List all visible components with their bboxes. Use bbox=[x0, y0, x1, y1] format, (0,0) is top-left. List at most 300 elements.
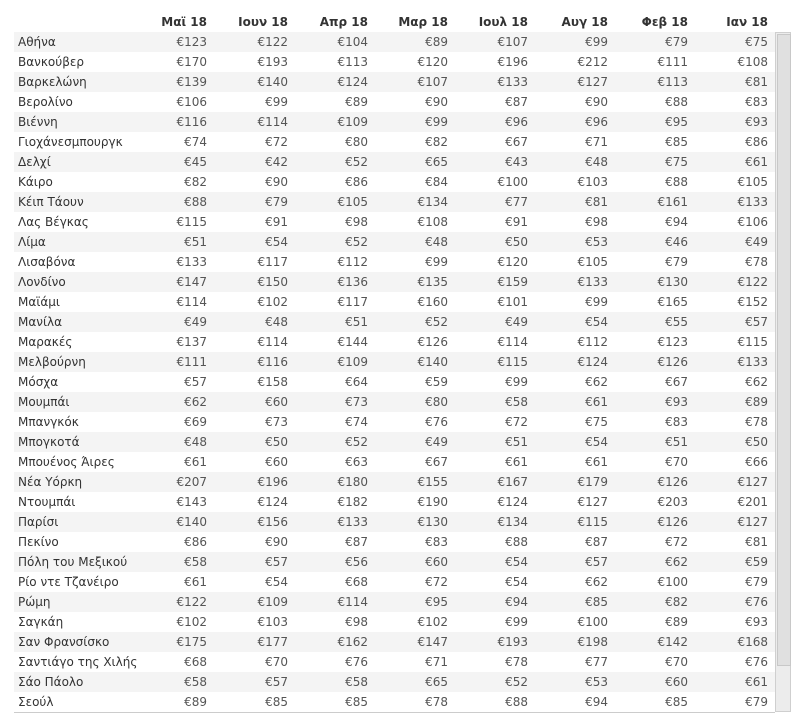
table-cell-price[interactable]: €61 bbox=[585, 395, 608, 409]
table-cell-price[interactable]: €88 bbox=[184, 195, 207, 209]
table-cell-price[interactable]: €106 bbox=[176, 95, 207, 109]
table-row[interactable] bbox=[14, 312, 775, 332]
table-cell-price[interactable]: €177 bbox=[257, 635, 288, 649]
table-cell-price[interactable]: €90 bbox=[425, 95, 448, 109]
table-cell-price[interactable]: €203 bbox=[657, 495, 688, 509]
table-cell-price[interactable]: €108 bbox=[417, 215, 448, 229]
table-cell-price[interactable]: €155 bbox=[417, 475, 448, 489]
table-cell-price[interactable]: €122 bbox=[257, 35, 288, 49]
table-cell-price[interactable]: €193 bbox=[257, 55, 288, 69]
table-cell-price[interactable]: €72 bbox=[425, 575, 448, 589]
table-cell-price[interactable]: €49 bbox=[505, 315, 528, 329]
table-cell-price[interactable]: €67 bbox=[505, 135, 528, 149]
table-cell-price[interactable]: €79 bbox=[265, 195, 288, 209]
table-cell-price[interactable]: €114 bbox=[337, 595, 368, 609]
table-cell-price[interactable]: €96 bbox=[585, 115, 608, 129]
row-label-city[interactable]: Μπουένος Άιρες bbox=[18, 455, 115, 469]
table-cell-price[interactable]: €56 bbox=[345, 555, 368, 569]
table-row[interactable] bbox=[14, 292, 775, 312]
table-cell-price[interactable]: €136 bbox=[337, 275, 368, 289]
row-label-city[interactable]: Νέα Υόρκη bbox=[18, 475, 83, 489]
table-cell-price[interactable]: €99 bbox=[425, 115, 448, 129]
table-cell-price[interactable]: €54 bbox=[505, 575, 528, 589]
table-cell-price[interactable]: €102 bbox=[176, 615, 207, 629]
table-cell-price[interactable]: €116 bbox=[257, 355, 288, 369]
table-cell-price[interactable]: €76 bbox=[745, 655, 768, 669]
table-row[interactable] bbox=[14, 272, 775, 292]
table-cell-price[interactable]: €83 bbox=[745, 95, 768, 109]
table-cell-price[interactable]: €78 bbox=[745, 415, 768, 429]
table-cell-price[interactable]: €130 bbox=[417, 515, 448, 529]
table-cell-price[interactable]: €98 bbox=[345, 615, 368, 629]
table-cell-price[interactable]: €49 bbox=[184, 315, 207, 329]
table-row[interactable] bbox=[14, 512, 775, 532]
table-cell-price[interactable]: €69 bbox=[184, 415, 207, 429]
table-cell-price[interactable]: €81 bbox=[745, 535, 768, 549]
table-cell-price[interactable]: €115 bbox=[497, 355, 528, 369]
table-cell-price[interactable]: €109 bbox=[257, 595, 288, 609]
table-row[interactable] bbox=[14, 612, 775, 632]
table-row[interactable] bbox=[14, 472, 775, 492]
table-cell-price[interactable]: €66 bbox=[745, 455, 768, 469]
table-cell-price[interactable]: €65 bbox=[425, 675, 448, 689]
row-label-city[interactable]: Ρίο ντε Τζανέιρο bbox=[18, 575, 119, 589]
table-cell-price[interactable]: €127 bbox=[737, 475, 768, 489]
table-row[interactable] bbox=[14, 552, 775, 572]
table-cell-price[interactable]: €127 bbox=[577, 495, 608, 509]
table-cell-price[interactable]: €85 bbox=[665, 695, 688, 709]
table-cell-price[interactable]: €95 bbox=[665, 115, 688, 129]
table-row[interactable] bbox=[14, 72, 775, 92]
table-cell-price[interactable]: €140 bbox=[257, 75, 288, 89]
table-cell-price[interactable]: €182 bbox=[337, 495, 368, 509]
row-label-city[interactable]: Σαγκάη bbox=[18, 615, 64, 629]
table-cell-price[interactable]: €98 bbox=[585, 215, 608, 229]
table-cell-price[interactable]: €90 bbox=[265, 535, 288, 549]
table-row[interactable] bbox=[14, 112, 775, 132]
table-cell-price[interactable]: €77 bbox=[585, 655, 608, 669]
table-cell-price[interactable]: €124 bbox=[577, 355, 608, 369]
table-cell-price[interactable]: €68 bbox=[184, 655, 207, 669]
table-cell-price[interactable]: €57 bbox=[265, 555, 288, 569]
row-label-city[interactable]: Μανίλα bbox=[18, 315, 63, 329]
table-cell-price[interactable]: €139 bbox=[176, 75, 207, 89]
row-label-city[interactable]: Σεούλ bbox=[18, 695, 54, 709]
table-cell-price[interactable]: €86 bbox=[184, 535, 207, 549]
table-cell-price[interactable]: €117 bbox=[337, 295, 368, 309]
table-cell-price[interactable]: €74 bbox=[184, 135, 207, 149]
table-cell-price[interactable]: €190 bbox=[417, 495, 448, 509]
table-cell-price[interactable]: €68 bbox=[345, 575, 368, 589]
table-cell-price[interactable]: €74 bbox=[345, 415, 368, 429]
table-cell-price[interactable]: €170 bbox=[176, 55, 207, 69]
table-cell-price[interactable]: €86 bbox=[345, 175, 368, 189]
table-cell-price[interactable]: €78 bbox=[425, 695, 448, 709]
table-cell-price[interactable]: €168 bbox=[737, 635, 768, 649]
table-cell-price[interactable]: €133 bbox=[497, 75, 528, 89]
table-cell-price[interactable]: €82 bbox=[425, 135, 448, 149]
table-cell-price[interactable]: €63 bbox=[345, 455, 368, 469]
table-cell-price[interactable]: €120 bbox=[497, 255, 528, 269]
table-cell-price[interactable]: €51 bbox=[505, 435, 528, 449]
table-cell-price[interactable]: €82 bbox=[184, 175, 207, 189]
table-cell-price[interactable]: €61 bbox=[745, 155, 768, 169]
table-row[interactable] bbox=[14, 532, 775, 552]
row-label-city[interactable]: Μπανγκόκ bbox=[18, 415, 79, 429]
table-cell-price[interactable]: €105 bbox=[337, 195, 368, 209]
table-cell-price[interactable]: €133 bbox=[577, 275, 608, 289]
table-cell-price[interactable]: €95 bbox=[425, 595, 448, 609]
table-cell-price[interactable]: €103 bbox=[577, 175, 608, 189]
table-cell-price[interactable]: €108 bbox=[737, 55, 768, 69]
table-row[interactable] bbox=[14, 492, 775, 512]
table-cell-price[interactable]: €152 bbox=[737, 295, 768, 309]
column-header[interactable]: Μαϊ 18 bbox=[161, 15, 207, 29]
table-cell-price[interactable]: €70 bbox=[265, 655, 288, 669]
table-cell-price[interactable]: €93 bbox=[745, 115, 768, 129]
table-cell-price[interactable]: €196 bbox=[497, 55, 528, 69]
table-cell-price[interactable]: €73 bbox=[265, 415, 288, 429]
table-cell-price[interactable]: €120 bbox=[417, 55, 448, 69]
table-cell-price[interactable]: €117 bbox=[257, 255, 288, 269]
table-row[interactable] bbox=[14, 152, 775, 172]
table-cell-price[interactable]: €94 bbox=[505, 595, 528, 609]
table-cell-price[interactable]: €58 bbox=[184, 555, 207, 569]
table-cell-price[interactable]: €78 bbox=[745, 255, 768, 269]
table-cell-price[interactable]: €87 bbox=[505, 95, 528, 109]
table-cell-price[interactable]: €102 bbox=[417, 615, 448, 629]
row-label-city[interactable]: Μόσχα bbox=[18, 375, 59, 389]
table-cell-price[interactable]: €83 bbox=[425, 535, 448, 549]
table-cell-price[interactable]: €134 bbox=[497, 515, 528, 529]
table-cell-price[interactable]: €104 bbox=[337, 35, 368, 49]
table-cell-price[interactable]: €101 bbox=[497, 295, 528, 309]
table-cell-price[interactable]: €109 bbox=[337, 115, 368, 129]
table-cell-price[interactable]: €198 bbox=[577, 635, 608, 649]
table-cell-price[interactable]: €72 bbox=[265, 135, 288, 149]
table-cell-price[interactable]: €46 bbox=[665, 235, 688, 249]
table-cell-price[interactable]: €57 bbox=[184, 375, 207, 389]
table-cell-price[interactable]: €89 bbox=[345, 95, 368, 109]
table-cell-price[interactable]: €105 bbox=[737, 175, 768, 189]
table-cell-price[interactable]: €115 bbox=[176, 215, 207, 229]
row-label-city[interactable]: Ντουμπάι bbox=[18, 495, 76, 509]
table-row[interactable] bbox=[14, 412, 775, 432]
table-cell-price[interactable]: €99 bbox=[505, 615, 528, 629]
table-cell-price[interactable]: €109 bbox=[337, 355, 368, 369]
table-cell-price[interactable]: €57 bbox=[585, 555, 608, 569]
table-cell-price[interactable]: €93 bbox=[665, 395, 688, 409]
table-cell-price[interactable]: €60 bbox=[665, 675, 688, 689]
table-cell-price[interactable]: €80 bbox=[345, 135, 368, 149]
table-cell-price[interactable]: €54 bbox=[265, 575, 288, 589]
table-cell-price[interactable]: €76 bbox=[425, 415, 448, 429]
table-cell-price[interactable]: €62 bbox=[184, 395, 207, 409]
table-cell-price[interactable]: €144 bbox=[337, 335, 368, 349]
row-label-city[interactable]: Παρίσι bbox=[18, 515, 59, 529]
table-cell-price[interactable]: €60 bbox=[265, 395, 288, 409]
table-cell-price[interactable]: €150 bbox=[257, 275, 288, 289]
table-row[interactable] bbox=[14, 192, 775, 212]
table-cell-price[interactable]: €90 bbox=[265, 175, 288, 189]
table-cell-price[interactable]: €158 bbox=[257, 375, 288, 389]
table-cell-price[interactable]: €123 bbox=[657, 335, 688, 349]
table-cell-price[interactable]: €99 bbox=[505, 375, 528, 389]
table-row[interactable] bbox=[14, 632, 775, 652]
vertical-scrollbar[interactable] bbox=[775, 32, 791, 712]
table-cell-price[interactable]: €113 bbox=[657, 75, 688, 89]
table-cell-price[interactable]: €89 bbox=[425, 35, 448, 49]
table-row[interactable] bbox=[14, 172, 775, 192]
table-cell-price[interactable]: €61 bbox=[184, 455, 207, 469]
table-cell-price[interactable]: €81 bbox=[745, 75, 768, 89]
row-label-city[interactable]: Βιέννη bbox=[18, 115, 58, 129]
table-cell-price[interactable]: €133 bbox=[737, 195, 768, 209]
table-cell-price[interactable]: €99 bbox=[585, 295, 608, 309]
table-cell-price[interactable]: €137 bbox=[176, 335, 207, 349]
table-cell-price[interactable]: €58 bbox=[345, 675, 368, 689]
table-row[interactable] bbox=[14, 672, 775, 692]
row-label-city[interactable]: Δελχί bbox=[18, 155, 51, 169]
column-header[interactable]: Ιουλ 18 bbox=[478, 15, 528, 29]
table-cell-price[interactable]: €122 bbox=[176, 595, 207, 609]
table-cell-price[interactable]: €140 bbox=[176, 515, 207, 529]
table-row[interactable] bbox=[14, 132, 775, 152]
table-cell-price[interactable]: €87 bbox=[345, 535, 368, 549]
table-cell-price[interactable]: €143 bbox=[176, 495, 207, 509]
table-cell-price[interactable]: €93 bbox=[745, 615, 768, 629]
column-header[interactable]: Αυγ 18 bbox=[561, 15, 608, 29]
table-row[interactable] bbox=[14, 592, 775, 612]
table-cell-price[interactable]: €62 bbox=[585, 375, 608, 389]
table-cell-price[interactable]: €114 bbox=[497, 335, 528, 349]
table-cell-price[interactable]: €52 bbox=[345, 235, 368, 249]
table-cell-price[interactable]: €133 bbox=[176, 255, 207, 269]
table-cell-price[interactable]: €94 bbox=[585, 695, 608, 709]
table-cell-price[interactable]: €42 bbox=[265, 155, 288, 169]
scrollbar-thumb[interactable] bbox=[777, 34, 791, 666]
table-cell-price[interactable]: €57 bbox=[745, 315, 768, 329]
table-cell-price[interactable]: €193 bbox=[497, 635, 528, 649]
table-cell-price[interactable]: €107 bbox=[417, 75, 448, 89]
table-cell-price[interactable]: €88 bbox=[505, 695, 528, 709]
table-cell-price[interactable]: €48 bbox=[265, 315, 288, 329]
row-label-city[interactable]: Λας Βέγκας bbox=[18, 215, 89, 229]
table-cell-price[interactable]: €112 bbox=[337, 255, 368, 269]
table-cell-price[interactable]: €57 bbox=[265, 675, 288, 689]
table-cell-price[interactable]: €161 bbox=[657, 195, 688, 209]
table-cell-price[interactable]: €58 bbox=[184, 675, 207, 689]
table-cell-price[interactable]: €72 bbox=[505, 415, 528, 429]
table-cell-price[interactable]: €130 bbox=[657, 275, 688, 289]
table-cell-price[interactable]: €45 bbox=[184, 155, 207, 169]
table-cell-price[interactable]: €124 bbox=[257, 495, 288, 509]
table-cell-price[interactable]: €94 bbox=[665, 215, 688, 229]
table-cell-price[interactable]: €100 bbox=[577, 615, 608, 629]
table-cell-price[interactable]: €61 bbox=[585, 455, 608, 469]
table-cell-price[interactable]: €103 bbox=[257, 615, 288, 629]
table-cell-price[interactable]: €105 bbox=[577, 255, 608, 269]
table-row[interactable] bbox=[14, 92, 775, 112]
table-cell-price[interactable]: €61 bbox=[745, 675, 768, 689]
table-cell-price[interactable]: €48 bbox=[425, 235, 448, 249]
table-cell-price[interactable]: €85 bbox=[665, 135, 688, 149]
table-cell-price[interactable]: €142 bbox=[657, 635, 688, 649]
table-cell-price[interactable]: €114 bbox=[257, 335, 288, 349]
table-cell-price[interactable]: €84 bbox=[425, 175, 448, 189]
table-cell-price[interactable]: €67 bbox=[665, 375, 688, 389]
table-row[interactable] bbox=[14, 332, 775, 352]
table-cell-price[interactable]: €106 bbox=[737, 215, 768, 229]
table-cell-price[interactable]: €48 bbox=[585, 155, 608, 169]
table-cell-price[interactable]: €53 bbox=[585, 235, 608, 249]
table-cell-price[interactable]: €165 bbox=[657, 295, 688, 309]
table-cell-price[interactable]: €51 bbox=[345, 315, 368, 329]
table-cell-price[interactable]: €126 bbox=[657, 355, 688, 369]
table-cell-price[interactable]: €52 bbox=[505, 675, 528, 689]
table-cell-price[interactable]: €58 bbox=[505, 395, 528, 409]
table-cell-price[interactable]: €76 bbox=[345, 655, 368, 669]
table-cell-price[interactable]: €67 bbox=[425, 455, 448, 469]
table-cell-price[interactable]: €78 bbox=[505, 655, 528, 669]
table-cell-price[interactable]: €89 bbox=[745, 395, 768, 409]
table-cell-price[interactable]: €201 bbox=[737, 495, 768, 509]
table-cell-price[interactable]: €64 bbox=[345, 375, 368, 389]
table-cell-price[interactable]: €70 bbox=[665, 455, 688, 469]
table-row[interactable] bbox=[14, 392, 775, 412]
table-cell-price[interactable]: €72 bbox=[665, 535, 688, 549]
table-cell-price[interactable]: €96 bbox=[505, 115, 528, 129]
row-label-city[interactable]: Σάο Πάολο bbox=[18, 675, 84, 689]
table-cell-price[interactable]: €85 bbox=[345, 695, 368, 709]
table-cell-price[interactable]: €111 bbox=[176, 355, 207, 369]
table-cell-price[interactable]: €60 bbox=[265, 455, 288, 469]
table-cell-price[interactable]: €83 bbox=[665, 415, 688, 429]
table-cell-price[interactable]: €62 bbox=[745, 375, 768, 389]
table-cell-price[interactable]: €122 bbox=[737, 275, 768, 289]
column-header[interactable]: Ιαν 18 bbox=[726, 15, 768, 29]
table-cell-price[interactable]: €114 bbox=[176, 295, 207, 309]
table-cell-price[interactable]: €207 bbox=[176, 475, 207, 489]
table-cell-price[interactable]: €179 bbox=[577, 475, 608, 489]
table-cell-price[interactable]: €61 bbox=[505, 455, 528, 469]
table-row[interactable] bbox=[14, 652, 775, 672]
row-label-city[interactable]: Βαρκελώνη bbox=[18, 75, 87, 89]
table-cell-price[interactable]: €75 bbox=[665, 155, 688, 169]
table-cell-price[interactable]: €123 bbox=[176, 35, 207, 49]
table-cell-price[interactable]: €65 bbox=[425, 155, 448, 169]
row-label-city[interactable]: Γιοχάνεσμπουργκ bbox=[18, 135, 123, 149]
table-cell-price[interactable]: €88 bbox=[665, 95, 688, 109]
table-cell-price[interactable]: €160 bbox=[417, 295, 448, 309]
table-cell-price[interactable]: €76 bbox=[745, 595, 768, 609]
table-cell-price[interactable]: €82 bbox=[665, 595, 688, 609]
table-cell-price[interactable]: €100 bbox=[497, 175, 528, 189]
table-cell-price[interactable]: €75 bbox=[745, 35, 768, 49]
table-cell-price[interactable]: €59 bbox=[745, 555, 768, 569]
table-cell-price[interactable]: €80 bbox=[425, 395, 448, 409]
table-cell-price[interactable]: €99 bbox=[585, 35, 608, 49]
table-cell-price[interactable]: €127 bbox=[737, 515, 768, 529]
row-label-city[interactable]: Βανκούβερ bbox=[18, 55, 84, 69]
table-cell-price[interactable]: €61 bbox=[184, 575, 207, 589]
table-row[interactable] bbox=[14, 372, 775, 392]
table-cell-price[interactable]: €62 bbox=[665, 555, 688, 569]
table-cell-price[interactable]: €70 bbox=[665, 655, 688, 669]
table-cell-price[interactable]: €85 bbox=[585, 595, 608, 609]
row-label-city[interactable]: Λισαβόνα bbox=[18, 255, 76, 269]
table-row[interactable] bbox=[14, 52, 775, 72]
table-row[interactable] bbox=[14, 432, 775, 452]
row-label-city[interactable]: Ρώμη bbox=[18, 595, 51, 609]
table-cell-price[interactable]: €100 bbox=[657, 575, 688, 589]
table-cell-price[interactable]: €167 bbox=[497, 475, 528, 489]
table-cell-price[interactable]: €53 bbox=[585, 675, 608, 689]
table-row[interactable] bbox=[14, 32, 775, 52]
table-cell-price[interactable]: €88 bbox=[665, 175, 688, 189]
table-cell-price[interactable]: €52 bbox=[345, 435, 368, 449]
table-cell-price[interactable]: €55 bbox=[665, 315, 688, 329]
row-label-city[interactable]: Λίμα bbox=[18, 235, 46, 249]
table-cell-price[interactable]: €111 bbox=[657, 55, 688, 69]
table-cell-price[interactable]: €134 bbox=[417, 195, 448, 209]
table-cell-price[interactable]: €175 bbox=[176, 635, 207, 649]
table-cell-price[interactable]: €52 bbox=[425, 315, 448, 329]
table-cell-price[interactable]: €91 bbox=[505, 215, 528, 229]
row-label-city[interactable]: Μουμπάι bbox=[18, 395, 70, 409]
table-cell-price[interactable]: €212 bbox=[577, 55, 608, 69]
table-cell-price[interactable]: €89 bbox=[665, 615, 688, 629]
table-cell-price[interactable]: €75 bbox=[585, 415, 608, 429]
table-cell-price[interactable]: €99 bbox=[265, 95, 288, 109]
table-row[interactable] bbox=[14, 692, 775, 712]
table-row[interactable] bbox=[14, 212, 775, 232]
table-row[interactable] bbox=[14, 252, 775, 272]
table-cell-price[interactable]: €133 bbox=[337, 515, 368, 529]
table-cell-price[interactable]: €79 bbox=[745, 575, 768, 589]
table-cell-price[interactable]: €50 bbox=[505, 235, 528, 249]
row-label-city[interactable]: Πόλη του Μεξικού bbox=[18, 555, 128, 569]
table-cell-price[interactable]: €162 bbox=[337, 635, 368, 649]
table-cell-price[interactable]: €87 bbox=[585, 535, 608, 549]
table-cell-price[interactable]: €86 bbox=[745, 135, 768, 149]
table-cell-price[interactable]: €124 bbox=[497, 495, 528, 509]
table-cell-price[interactable]: €147 bbox=[176, 275, 207, 289]
table-cell-price[interactable]: €127 bbox=[577, 75, 608, 89]
row-label-city[interactable]: Σαντιάγο της Χιλής bbox=[18, 655, 138, 669]
table-cell-price[interactable]: €147 bbox=[417, 635, 448, 649]
table-cell-price[interactable]: €79 bbox=[745, 695, 768, 709]
table-cell-price[interactable]: €115 bbox=[577, 515, 608, 529]
table-cell-price[interactable]: €54 bbox=[505, 555, 528, 569]
table-cell-price[interactable]: €140 bbox=[417, 355, 448, 369]
table-cell-price[interactable]: €107 bbox=[497, 35, 528, 49]
table-cell-price[interactable]: €79 bbox=[665, 255, 688, 269]
table-cell-price[interactable]: €98 bbox=[345, 215, 368, 229]
table-cell-price[interactable]: €115 bbox=[737, 335, 768, 349]
table-cell-price[interactable]: €180 bbox=[337, 475, 368, 489]
table-row[interactable] bbox=[14, 452, 775, 472]
row-label-city[interactable]: Κάιρο bbox=[18, 175, 53, 189]
table-row[interactable] bbox=[14, 572, 775, 592]
table-cell-price[interactable]: €85 bbox=[265, 695, 288, 709]
table-cell-price[interactable]: €54 bbox=[585, 435, 608, 449]
table-cell-price[interactable]: €159 bbox=[497, 275, 528, 289]
table-cell-price[interactable]: €126 bbox=[657, 475, 688, 489]
table-cell-price[interactable]: €71 bbox=[585, 135, 608, 149]
table-cell-price[interactable]: €90 bbox=[585, 95, 608, 109]
table-cell-price[interactable]: €54 bbox=[585, 315, 608, 329]
